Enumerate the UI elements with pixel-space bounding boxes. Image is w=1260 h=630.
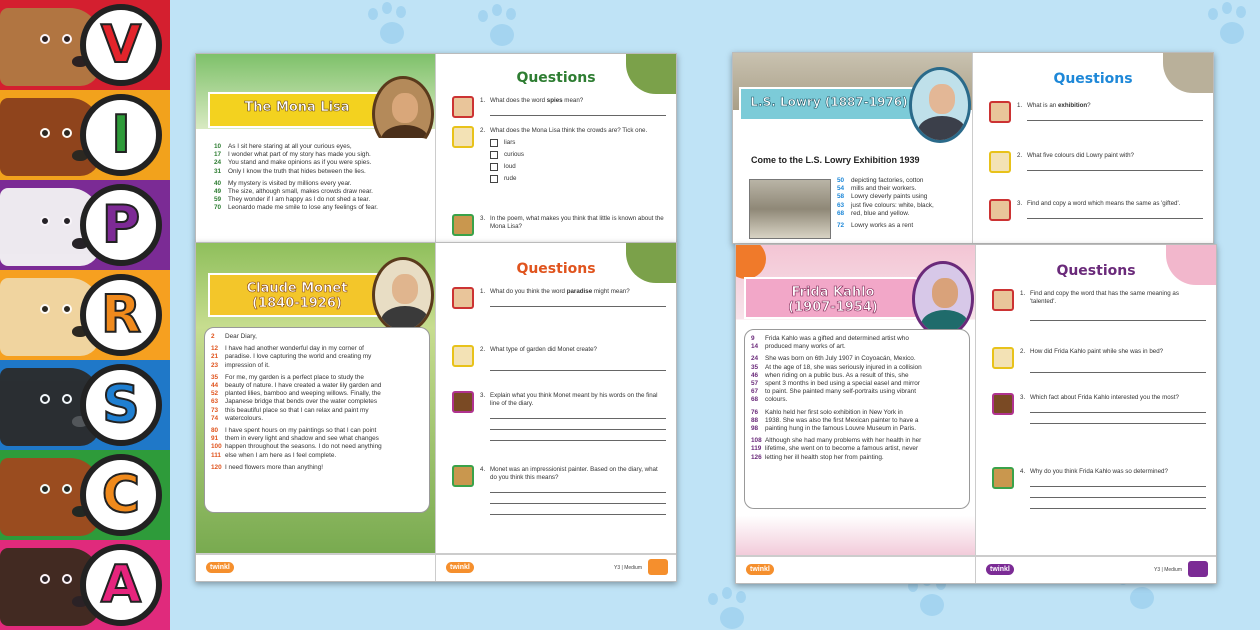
text-line — [214, 180, 426, 188]
line-word-count: 9 — [751, 335, 755, 342]
line-text: spent 3 months in bed using a special easel and mirror — [765, 380, 920, 388]
poem-text-box — [208, 138, 432, 242]
line-text: Dear Diary, — [225, 333, 257, 340]
text-line — [751, 437, 963, 445]
line-word-count: 119 — [751, 445, 762, 453]
line-text: when riding on a public bus. As a result of this, she — [765, 371, 909, 379]
dog-icon — [452, 96, 474, 118]
diary-text-box — [204, 327, 430, 513]
dog-icon — [452, 465, 474, 487]
question-3: 3. Find and copy a word which means the same as 'gifted'. — [989, 199, 1203, 219]
mona-lisa-text-page — [196, 54, 436, 242]
line-text: mills and their workers. — [851, 185, 917, 193]
mona-lisa-questions-page — [436, 54, 676, 242]
question-1: 1. What do you think the word paradise might mean? — [452, 287, 666, 307]
question-4: 4. Why do you think Frida Kahlo was so determined? — [992, 467, 1206, 509]
line-text: Kahlo held her first solo exhibition in New York in — [765, 408, 903, 416]
question-1: 1. What is an exhibition? — [989, 101, 1203, 121]
twinkl-logo: twinkl — [746, 564, 774, 575]
question-3: 3. Which fact about Frida Kahlo interested you the most? — [992, 393, 1206, 424]
dog-icon — [452, 345, 474, 367]
kahlo-portrait — [912, 261, 974, 337]
dog-icon — [992, 347, 1014, 369]
text-line — [837, 222, 967, 230]
paw-print-decoration — [1200, 0, 1260, 60]
checkbox[interactable] — [490, 175, 498, 183]
lowry-painting — [749, 179, 831, 239]
line-text: Frida Kahlo was a gifted and determined artist who — [765, 335, 909, 342]
questions-heading: Questions — [516, 70, 596, 86]
text-line — [211, 362, 423, 370]
twinkl-logo: twinkl — [206, 562, 234, 573]
question-2: 2. What five colours did Lowry paint with? — [989, 151, 1203, 171]
line-word-count: 54 — [837, 185, 845, 193]
line-text: As I sit here staring at all your curious eyes, — [228, 143, 352, 150]
line-text: She was born on 6th July 1907 in Coyoacán, Mexico. — [765, 355, 916, 363]
line-text: I have spent hours on my paintings so that I can point — [225, 427, 377, 435]
line-word-count: 74 — [211, 414, 219, 422]
text-line — [211, 415, 423, 423]
line-word-count: 35 — [211, 373, 219, 381]
line-word-count: 2 — [211, 333, 215, 340]
vipers-letter-r: R — [80, 274, 162, 356]
line-text: beauty of nature. I have created a water lily garden and — [225, 382, 382, 390]
line-text: I need flowers more than anything! — [225, 463, 324, 471]
line-text: painting hung in the famous Louvre Museum in Paris. — [765, 425, 916, 433]
text-line — [214, 159, 426, 167]
question-1: 1. What does the word spies mean? — [452, 96, 666, 116]
text-line — [214, 196, 426, 204]
line-word-count: 98 — [751, 425, 759, 433]
text-line — [751, 425, 963, 433]
line-word-count: 58 — [837, 193, 845, 201]
line-word-count: 70 — [214, 204, 222, 212]
text-line — [751, 396, 963, 404]
text-line — [211, 435, 423, 443]
line-word-count: 40 — [214, 179, 222, 187]
line-text: Only I know the truth that hides between the lies. — [228, 167, 366, 175]
line-text: They wonder if I am happy as I do not shed a tear. — [228, 196, 371, 204]
line-text: The size, although small, makes crowds draw near. — [228, 188, 373, 196]
text-line — [211, 382, 423, 390]
paw-print-decoration — [360, 0, 420, 60]
text-line — [751, 417, 963, 425]
line-word-count: 68 — [751, 396, 759, 404]
text-line — [214, 168, 426, 176]
line-text: Japanese bridge that bends over the water completes — [225, 398, 378, 406]
monet-portrait — [372, 257, 434, 333]
line-text: I have had another wonderful day in my corner of — [225, 345, 364, 353]
vipers-letter-a: A — [80, 544, 162, 626]
question-2: 2. What type of garden did Monet create? — [452, 345, 666, 371]
text-line — [211, 407, 423, 415]
line-text: else when I am here as I feel complete. — [225, 451, 337, 459]
mona-lisa-worksheet — [195, 53, 677, 243]
kahlo-title: Frida Kahlo — [791, 285, 875, 300]
text-line — [751, 454, 963, 462]
line-word-count: 63 — [211, 398, 219, 406]
line-text: just five colours: white, black, — [851, 201, 934, 209]
text-line — [211, 345, 423, 353]
text-line — [214, 204, 426, 212]
claude-monet-worksheet — [195, 242, 677, 582]
kahlo-text-page — [736, 245, 976, 583]
text-line — [211, 464, 423, 472]
line-text: At the age of 18, she was seriously injured in a collision — [765, 363, 922, 371]
kahlo-banner — [744, 277, 922, 319]
line-word-count: 80 — [211, 427, 219, 435]
line-word-count: 31 — [214, 167, 222, 175]
line-text: impression of it. — [225, 361, 270, 369]
dog-icon — [452, 214, 474, 236]
page-footer — [976, 555, 1216, 583]
question-1: 1. Find and copy the word that has the same meaning as 'talented'. — [992, 289, 1206, 321]
question-3: 3. Explain what you think Monet meant by his words on the final line of the diary. — [452, 391, 666, 441]
line-word-count: 68 — [837, 209, 845, 217]
line-text: colours. — [765, 396, 788, 404]
line-word-count: 23 — [211, 361, 219, 369]
dog-icon — [452, 287, 474, 309]
question-2: 2. What does the Mona Lisa think the crowds are? Tick one. liars curious loud rude — [452, 126, 666, 183]
line-text: depicting factories, cotton — [851, 177, 924, 184]
line-word-count: 72 — [837, 222, 845, 230]
lowry-banner — [739, 87, 919, 121]
line-word-count: 24 — [214, 159, 222, 167]
tick-option[interactable]: loud — [490, 163, 666, 171]
line-word-count: 57 — [751, 380, 759, 388]
page-footer — [736, 555, 975, 583]
footer-level: Y3 | Medium — [1154, 567, 1182, 573]
kahlo-dates: (1907-1954) — [788, 300, 878, 315]
text-line — [837, 177, 967, 185]
checkbox[interactable] — [490, 163, 498, 171]
line-text: paradise. I love capturing the world and creating my — [225, 353, 372, 361]
footer-level: Y3 | Medium — [614, 565, 642, 571]
text-line — [751, 445, 963, 453]
text-line — [211, 374, 423, 382]
question-2: 2. How did Frida Kahlo paint while she was in bed? — [992, 347, 1206, 373]
text-line — [751, 335, 963, 343]
text-line — [751, 372, 963, 380]
text-line — [837, 193, 967, 201]
text-line — [214, 151, 426, 159]
text-line — [837, 202, 967, 210]
line-text: Leonardo made me smile to lose any feelings of fear. — [228, 204, 378, 212]
line-text: Lowry works as a rent — [851, 222, 914, 230]
line-word-count: 17 — [214, 151, 222, 159]
paw-print-decoration — [700, 585, 760, 630]
text-line — [214, 143, 426, 151]
line-word-count: 59 — [214, 196, 222, 204]
monet-title: Claude Monet — [246, 281, 348, 296]
text-line — [211, 353, 423, 361]
text-line — [837, 185, 967, 193]
line-word-count: 10 — [214, 143, 222, 150]
text-line — [211, 427, 423, 435]
dog-icon — [452, 126, 474, 148]
line-text: My mystery is visited by millions every year. — [228, 179, 352, 187]
line-text: watercolours. — [225, 414, 264, 422]
flower-decoration — [736, 245, 766, 279]
line-word-count: 76 — [751, 408, 759, 416]
text-line — [211, 452, 423, 460]
vipers-letter-p: P — [80, 184, 162, 266]
line-text: produced many works of art. — [765, 343, 846, 351]
biography-text-box — [744, 329, 970, 509]
line-word-count: 21 — [211, 353, 219, 361]
twinkl-logo: twinkl — [446, 562, 474, 573]
line-text: You stand and make opinions as if you were spies. — [228, 159, 372, 167]
line-word-count: 50 — [837, 177, 845, 184]
exhibition-heading: Come to the L.S. Lowry Exhibition 1939 — [751, 155, 920, 165]
question-3: 3. In the poem, what makes you think that little is known about the Mona Lisa? — [452, 214, 666, 231]
monet-dates: (1840-1926) — [252, 296, 342, 311]
dog-icon — [992, 289, 1014, 311]
text-line — [751, 409, 963, 417]
tick-option[interactable]: rude — [490, 175, 666, 183]
mona-lisa-banner — [208, 92, 386, 128]
line-word-count: 91 — [211, 435, 219, 443]
line-text: I wonder what part of my story has made you sigh. — [228, 151, 371, 159]
question-4: 4. Monet was an impressionist painter. Based on the diary, what do you think this means? — [452, 465, 666, 515]
line-word-count: 46 — [751, 371, 759, 379]
kahlo-questions-page — [976, 245, 1216, 583]
questions-heading: Questions — [516, 261, 596, 277]
monet-banner — [208, 273, 386, 317]
lowry-worksheet — [732, 52, 1214, 244]
checkbox[interactable] — [490, 139, 498, 147]
lowry-title: L.S. Lowry (1887-1976) — [750, 95, 908, 109]
twinkl-logo: twinkl — [986, 564, 1014, 575]
line-word-count: 73 — [211, 406, 219, 414]
frida-kahlo-worksheet — [735, 244, 1217, 584]
line-word-count: 14 — [751, 343, 759, 351]
vipers-strip — [0, 0, 170, 630]
line-text: planted lilies, bamboo and weeping willows. Finally, the — [225, 390, 381, 398]
text-line — [211, 398, 423, 406]
dog-icon — [992, 393, 1014, 415]
line-word-count: 126 — [751, 453, 762, 461]
text-line — [751, 364, 963, 372]
line-text: to paint. She painted many self-portraits using vibrant — [765, 388, 916, 396]
line-word-count: 120 — [211, 463, 222, 471]
tick-option[interactable]: curious — [490, 151, 666, 159]
mona-lisa-title: The Mona Lisa — [244, 100, 350, 115]
line-word-count: 52 — [211, 390, 219, 398]
monet-questions-page — [436, 243, 676, 581]
line-word-count: 63 — [837, 201, 845, 209]
page-footer — [436, 553, 676, 581]
text-line — [837, 210, 967, 218]
line-text: red, blue and yellow. — [851, 209, 910, 217]
line-word-count: 35 — [751, 363, 759, 371]
line-text: 1938. She was also the first Mexican painter to have a — [765, 416, 919, 424]
text-line — [751, 380, 963, 388]
vipers-letter-v: V — [80, 4, 162, 86]
dog-icon — [452, 391, 474, 413]
badge-icon — [648, 559, 668, 575]
dog-icon — [989, 151, 1011, 173]
line-text: letting her ill health stop her from painting. — [765, 453, 884, 461]
monet-text-page — [196, 243, 436, 581]
line-word-count: 44 — [211, 382, 219, 390]
lowry-portrait — [909, 67, 971, 143]
text-line — [751, 343, 963, 351]
tick-option[interactable]: liars — [490, 139, 666, 147]
line-text: Although she had many problems with her health in her — [765, 437, 922, 445]
line-text: happen throughout the seasons. I do not need anything — [225, 443, 382, 451]
line-text: lifetime, she went on to become a famous artist, never — [765, 445, 919, 453]
dog-icon — [992, 467, 1014, 489]
lowry-questions-page — [973, 53, 1213, 243]
line-text: Lowry cleverly paints using — [851, 193, 928, 201]
text-line — [211, 390, 423, 398]
line-word-count: 67 — [751, 388, 759, 396]
line-word-count: 88 — [751, 416, 759, 424]
line-text: For me, my garden is a perfect place to study the — [225, 373, 364, 381]
text-line — [214, 188, 426, 196]
line-word-count: 100 — [211, 443, 222, 451]
text-line — [211, 333, 423, 341]
text-line — [751, 388, 963, 396]
page-footer — [196, 553, 435, 581]
dog-icon — [989, 101, 1011, 123]
badge-icon — [1188, 561, 1208, 577]
text-line — [751, 355, 963, 363]
line-word-count: 49 — [214, 188, 222, 196]
line-word-count: 12 — [211, 345, 219, 353]
line-text: them in every light and shadow and see what changes — [225, 435, 379, 443]
questions-heading: Questions — [1056, 263, 1136, 279]
questions-heading: Questions — [1053, 71, 1133, 87]
vipers-letter-s: S — [80, 364, 162, 446]
line-word-count: 111 — [211, 451, 221, 459]
checkbox[interactable] — [490, 151, 498, 159]
dog-icon — [989, 199, 1011, 221]
vipers-letter-c: C — [80, 454, 162, 536]
text-line — [211, 443, 423, 451]
line-word-count: 24 — [751, 355, 759, 363]
lowry-text-page — [733, 53, 973, 243]
line-word-count: 108 — [751, 437, 762, 445]
line-text: this beautiful place so that I can relax and paint my — [225, 406, 369, 414]
vipers-letter-i: I — [80, 94, 162, 176]
